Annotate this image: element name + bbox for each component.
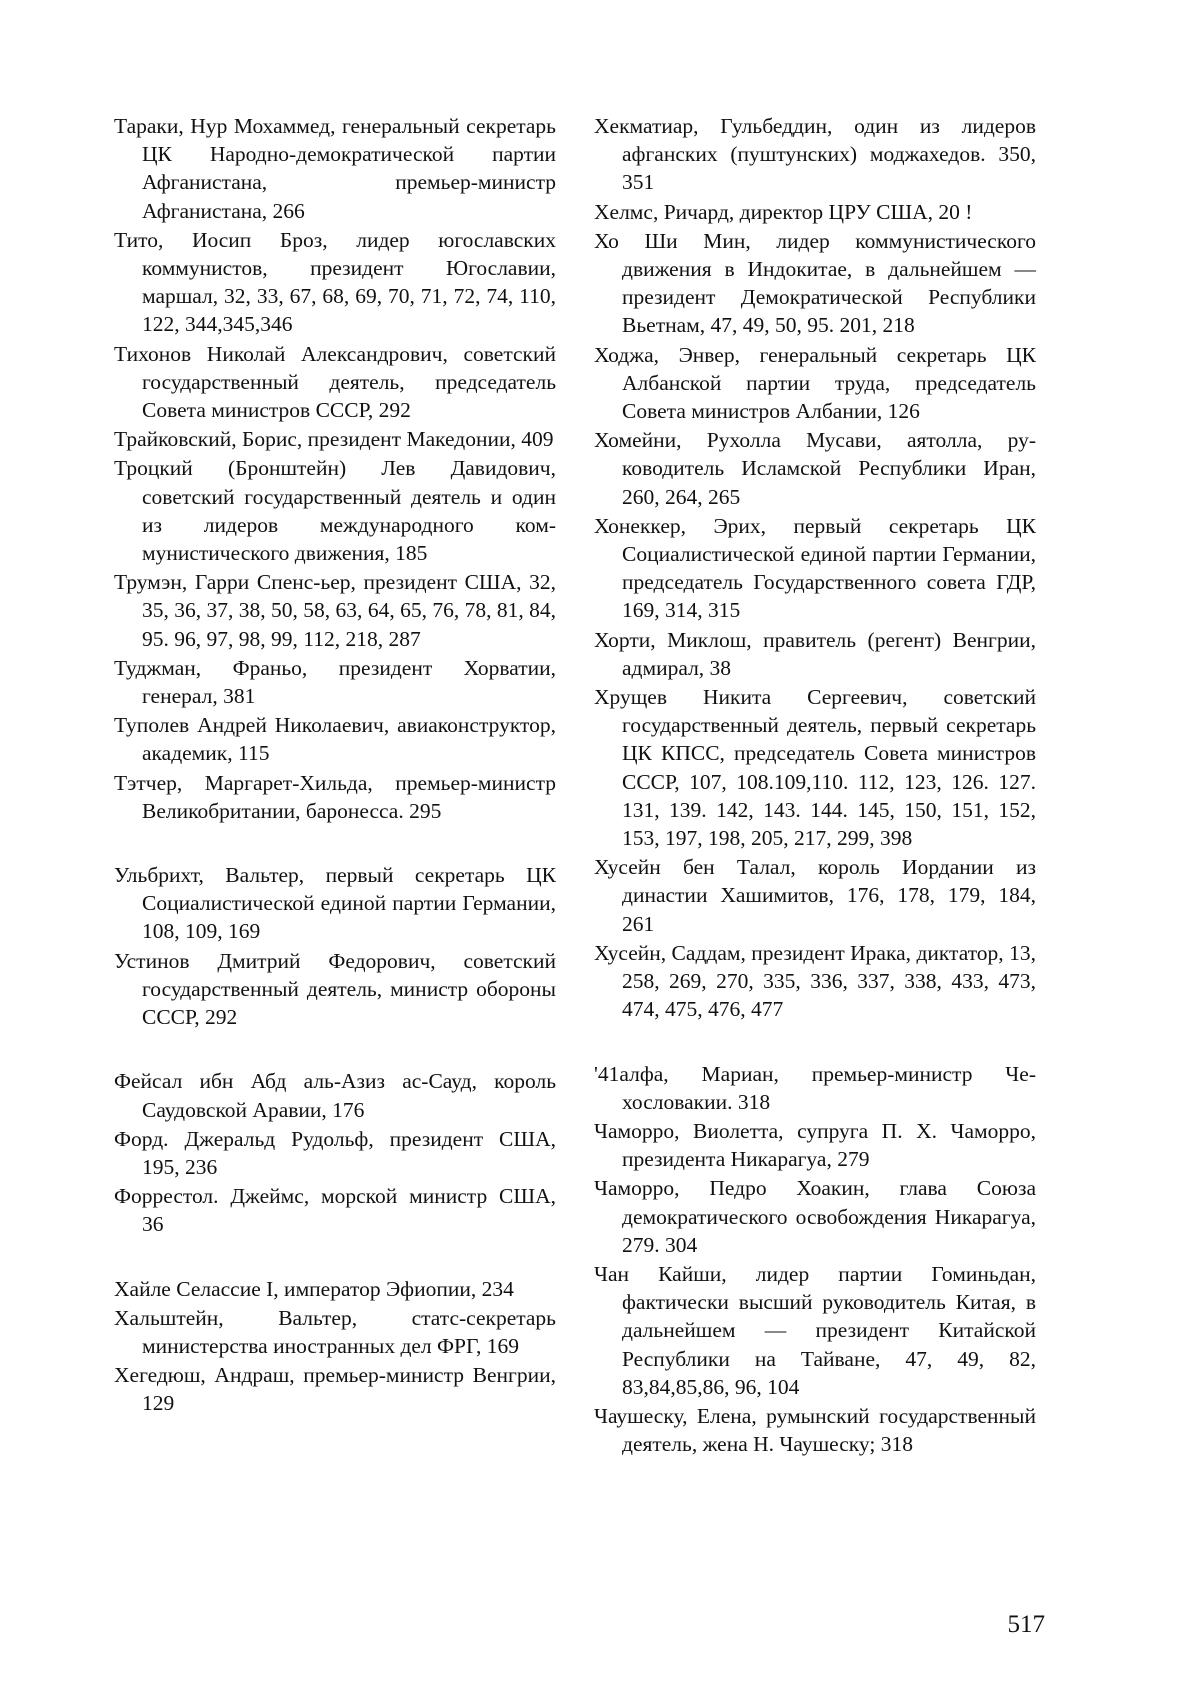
index-entry: Хальштейн, Вальтер, статс-секретарь министерства иностранных дел ФРГ, 169 xyxy=(114,1305,556,1358)
index-entry: Ходжа, Энвер, генеральный секретарь ЦК Албанской партии труда, председатель Совета министров Албании, 126 xyxy=(594,342,1036,424)
index-entry: Тараки, Нур Мохаммед, генеральный секретарь ЦК Народно-демократической партии Афганистана, премьер-министр Афганистана, 266 xyxy=(114,114,556,223)
index-entry: Тихонов Николай Александрович, советский государственный деятель, председатель Совета министров СССР, 292 xyxy=(114,341,556,423)
index-entry: Хусейн бен Талал, король Иордании из династии Хашимитов, 176, 178, 179, 184, 261 xyxy=(594,855,1036,936)
index-entry: Хорти, Миклош, правитель (регент) Венгрии, адмирал, 38 xyxy=(594,627,1036,680)
index-entry: Трайковский, Борис, президент Македонии, 409 xyxy=(114,427,554,452)
page-number: 517 xyxy=(1007,1611,1045,1638)
index-entry: Форд. Джеральд Рудольф, президент США, 195, 236 xyxy=(114,1126,556,1179)
index-entry: Туполев Андрей Николаевич, авиаконструктор, академик, 115 xyxy=(114,713,556,766)
index-entry: Ульбрихт, Вальтер, первый секретарь ЦК Социалистической единой партии Германии, 108, 109, 169 xyxy=(114,863,556,944)
index-entry: Хрущев Никита Сергеевич, советский государственный деятель, первый секретарь ЦК КПСС, председатель Совета министров СССР, 107, 108.109,110. 112, 123, 126. 127. 131, 139. 142, 143. 144. 145, 150, 151, 152, 153, 197, 198, 205, 217, 299, 398 xyxy=(594,685,1036,851)
index-entry: Хомейни, Рухолла Мусави, аятолла, руководитель Исламской Республики Иран, 260, 264, 265 xyxy=(594,428,1036,509)
index-entry: Тэтчер, Маргарет-Хильда, премьер-министр Великобритании, баронесса. 295 xyxy=(114,770,556,823)
index-entry: '41алфа, Мариан, премьер-министр Чехословакии. 318 xyxy=(594,1061,1036,1114)
index-column-left xyxy=(114,112,556,1419)
index-column-right xyxy=(594,112,1036,1459)
index-entry: Тито, Иосип Броз, лидер югославских коммунистов, президент Югославии, маршал, 32, 33, 67, 68, 69, 70, 71, 72, 74, 110, 122, 344,345,346 xyxy=(114,227,556,337)
index-entry: Хелмс, Ричард, директор ЦРУ США, 20 ! xyxy=(594,199,973,224)
index-entry: Устинов Дмитрий Федорович, советский государственный деятель, министр обороны СССР, 292 xyxy=(114,948,556,1030)
index-entry: Хо Ши Мин, лидер коммунистического движения в Индокитае, в дальнейшем — президент Демократической Республики Вьетнам, 47, 49, 50, 95. 201, 218 xyxy=(594,228,1036,338)
index-entry: Хегедюш, Андраш, премьер-министр Венгрии, 129 xyxy=(114,1363,556,1416)
index-entry: Трумэн, Гарри Спенс-ьер, президент США, 32, 35, 36, 37, 38, 50, 58, 63, 64, 65, 76, 78, 81, 84, 95. 96, 97, 98, 99, 112, 218, 287 xyxy=(114,570,556,651)
index-entry: Хусейн, Саддам, президент Ирака, диктатор, 13, 258, 269, 270, 335, 336, 337, 338, 433, 473, 474, 475, 476, 477 xyxy=(594,940,1036,1022)
index-entry: Хекматиар, Гульбеддин, один из лидеров афганских (пуштунских) моджахедов. 350, 351 xyxy=(594,114,1036,195)
index-entry: Хонеккер, Эрих, первый секретарь ЦК Социалистической единой партии Германии, председатель Государственного совета ГДР, 169, 314, 315 xyxy=(594,513,1036,623)
index-entry: Чаушеску, Елена, румынский государственный деятель, жена Н. Чаушеску; 318 xyxy=(594,1403,1036,1457)
index-entry: Чан Кайши, лидер партии Гоминьдан, фактически высший руководитель Китая, в дальнейшем — президент Китайской Республики на Тайване, 47, 49, 82, 83,84,85,86, 96, 104 xyxy=(594,1261,1036,1399)
index-entry: Троцкий (Бронштейн) Лев Давидович, советский государственный деятель и один из лидеров международного коммунистического движения, 185 xyxy=(114,456,556,566)
index-entry: Чаморро, Виолетта, супруга П. Х. Чаморро, президента Никарагуа, 279 xyxy=(594,1118,1036,1172)
index-entry: Туджман, Франьо, президент Хорватии, генерал, 381 xyxy=(114,655,556,709)
index-entry: Форрестол. Джеймс, морской министр США, 36 xyxy=(114,1184,556,1237)
index-entry: Чаморро, Педро Хоакин, глава Союза демократического освобождения Никарагуа, 279. 304 xyxy=(594,1176,1036,1257)
index-entry: Фейсал ибн Абд аль-Азиз ас-Сауд, король Саудовской Аравии, 176 xyxy=(114,1069,556,1122)
index-entry: Хайле Селассие I, император Эфиопии, 234 xyxy=(114,1276,514,1301)
